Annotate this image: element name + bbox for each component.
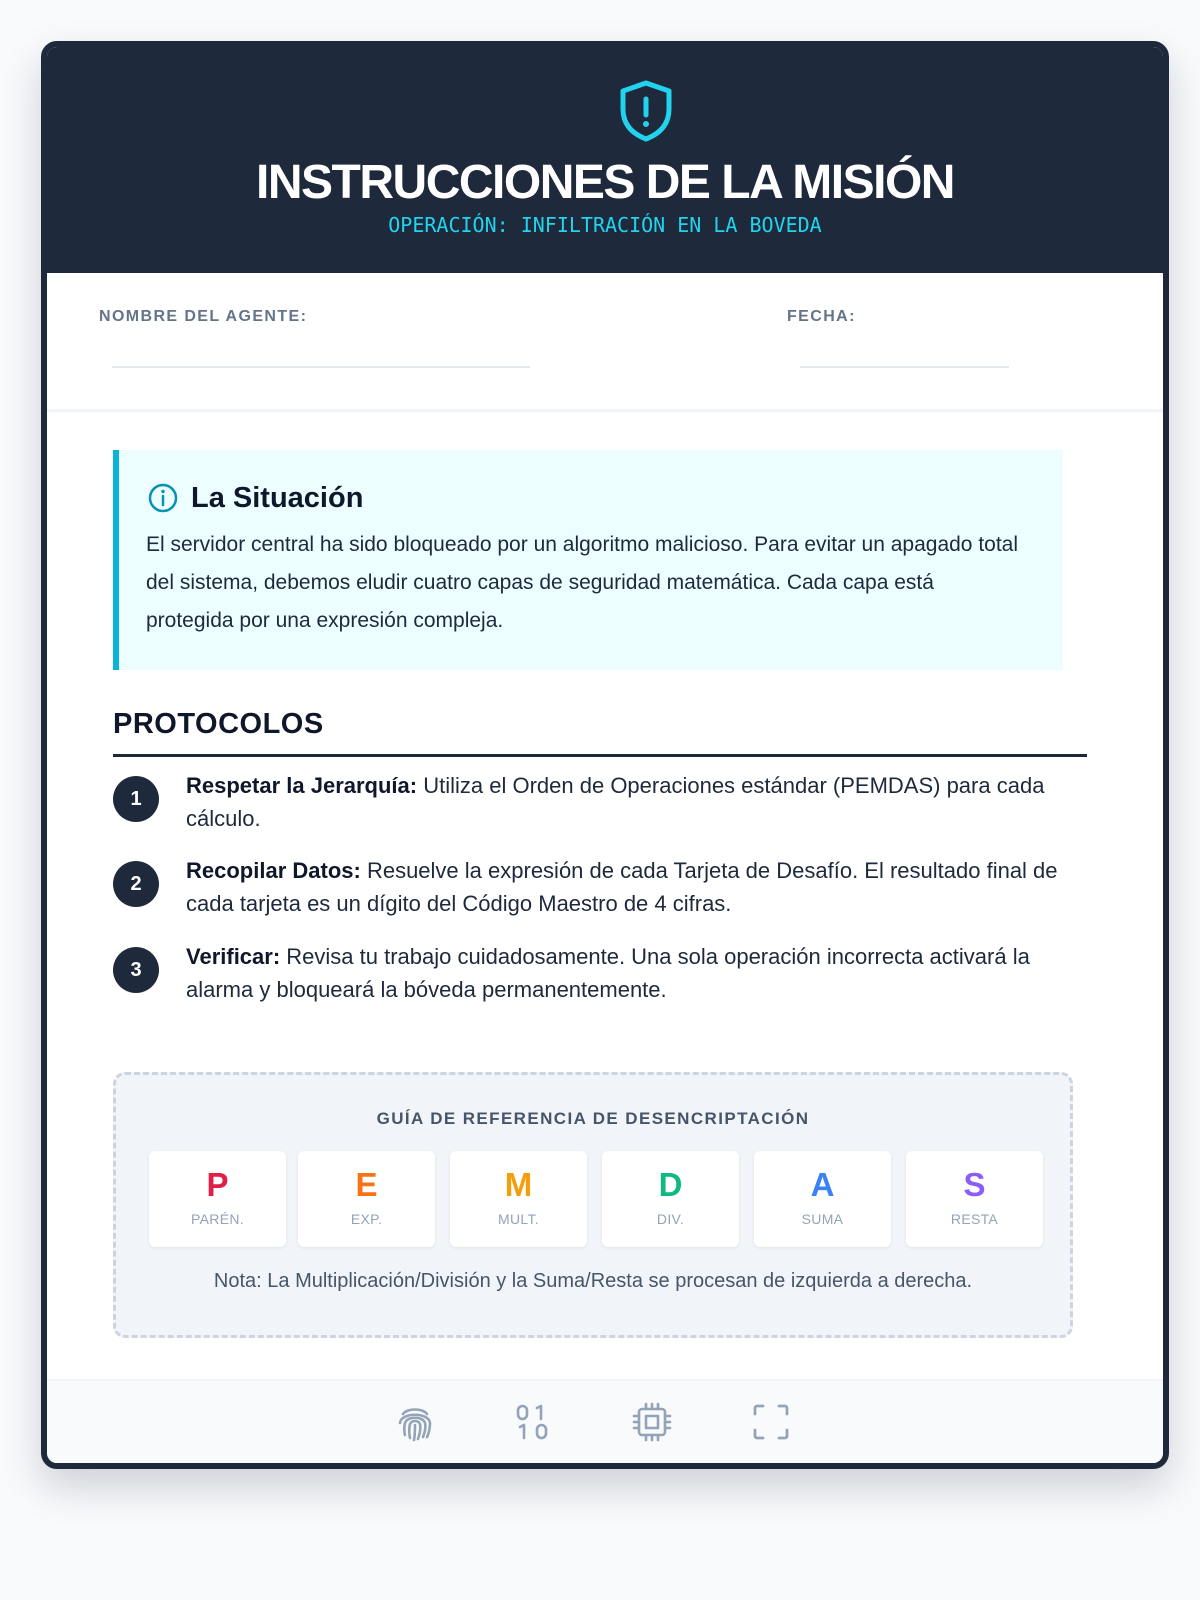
tile-word: DIV. bbox=[656, 1211, 685, 1227]
page-subtitle: OPERACIÓN: INFILTRACIÓN EN LA BOVEDA bbox=[388, 213, 822, 237]
tile-letter: P bbox=[206, 1166, 229, 1203]
tile-letter: E bbox=[355, 1166, 378, 1203]
step-lead: Respetar la Jerarquía: bbox=[186, 773, 418, 798]
step-number-badge: 3 bbox=[113, 947, 159, 993]
agent-fields bbox=[47, 273, 1163, 412]
situation-title: La Situación bbox=[191, 482, 364, 514]
agent-name-label: NOMBRE DEL AGENTE: bbox=[99, 308, 308, 325]
mission-card bbox=[41, 41, 1169, 1469]
step-lead: Verificar: bbox=[186, 944, 281, 969]
footer-icon-bar bbox=[47, 1379, 1163, 1463]
step-lead: Recopilar Datos: bbox=[186, 858, 361, 883]
pemdas-tile-p bbox=[149, 1151, 286, 1247]
tile-letter: A bbox=[810, 1166, 835, 1203]
tile-word: PARÉN. bbox=[191, 1211, 244, 1227]
shield-alert-icon bbox=[617, 79, 675, 143]
fingerprint-icon bbox=[394, 1401, 436, 1443]
step-text bbox=[186, 769, 1086, 835]
mission-header bbox=[47, 47, 1163, 273]
binary-icon bbox=[512, 1401, 554, 1443]
tile-word: EXP. bbox=[350, 1211, 383, 1227]
decryption-guide bbox=[113, 1072, 1073, 1338]
step-text bbox=[186, 854, 1086, 920]
info-icon bbox=[147, 482, 179, 514]
page-title: INSTRUCCIONES DE LA MISIÓN bbox=[256, 156, 954, 209]
tile-word: MULT. bbox=[498, 1211, 539, 1227]
step-text bbox=[186, 940, 1086, 1006]
tile-letter: D bbox=[658, 1166, 683, 1203]
situation-body: El servidor central ha sido bloqueado por un algoritmo malicioso. Para evitar un apagado total del sistema, debemos eludir cuatro capas de seguridad matemática. Cada capa está protegida por una expresión compleja. bbox=[146, 533, 1019, 632]
pemdas-tile-s bbox=[906, 1151, 1043, 1247]
pemdas-tile-m bbox=[450, 1151, 587, 1247]
guide-note: Nota: La Multiplicación/División y la Suma/Resta se procesan de izquierda a derecha. bbox=[213, 1270, 973, 1292]
cpu-chip-icon bbox=[631, 1401, 673, 1443]
step-body: Utiliza el Orden de Operaciones estándar (PEMDAS) para cada cálculo. bbox=[186, 773, 1045, 831]
guide-title: GUÍA DE REFERENCIA DE DESENCRIPTACIÓN bbox=[376, 1109, 810, 1128]
tile-letter: S bbox=[963, 1166, 986, 1203]
pemdas-tile-a bbox=[754, 1151, 891, 1247]
date-line[interactable] bbox=[800, 366, 1009, 368]
scan-frame-icon bbox=[750, 1401, 792, 1443]
tile-word: SUMA bbox=[801, 1211, 844, 1227]
step-body: Revisa tu trabajo cuidadosamente. Una sola operación incorrecta activará la alarma y bloqueará la bóveda permanentemente. bbox=[186, 944, 1030, 1002]
situation-callout bbox=[113, 450, 1063, 670]
pemdas-tiles bbox=[149, 1151, 1034, 1247]
pemdas-tile-e bbox=[298, 1151, 435, 1247]
tile-word: RESTA bbox=[950, 1211, 999, 1227]
tile-letter: M bbox=[504, 1166, 533, 1203]
date-label: FECHA: bbox=[787, 308, 856, 325]
pemdas-tile-d bbox=[602, 1151, 739, 1247]
protocols-divider bbox=[113, 754, 1087, 757]
protocols-heading: PROTOCOLOS bbox=[113, 708, 324, 740]
step-number-badge: 1 bbox=[113, 776, 159, 822]
step-body: Resuelve la expresión de cada Tarjeta de Desafío. El resultado final de cada tarjeta es un dígito del Código Maestro de 4 cifras. bbox=[186, 858, 1058, 916]
agent-name-line[interactable] bbox=[112, 366, 530, 368]
step-number-badge: 2 bbox=[113, 861, 159, 907]
